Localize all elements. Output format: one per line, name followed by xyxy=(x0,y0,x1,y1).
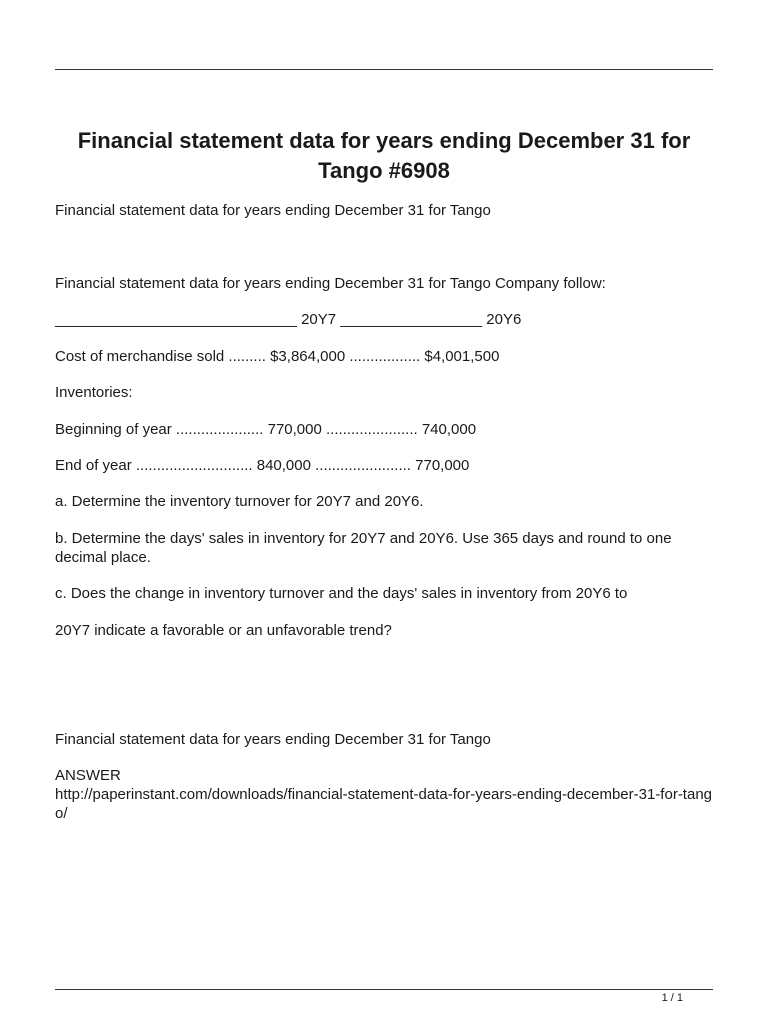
beginning-of-year-row: Beginning of year ..................... 770,000 ...................... 740,000 xyxy=(55,421,477,438)
end-of-year-row: End of year ............................ 840,000 ....................... 770,000 xyxy=(55,457,470,474)
page-title: Financial statement data for years ending December 31 for Tango #6908 xyxy=(77,128,691,183)
question-c: c. Does the change in inventory turnover and the days' sales in inventory from 20Y6 to xyxy=(55,585,628,602)
footer-intro-paragraph: Financial statement data for years ending December 31 for Tango xyxy=(55,731,491,748)
page-indicator: 1 / 1 xyxy=(661,992,683,1004)
question-c-continued: 20Y7 indicate a favorable or an unfavorable trend? xyxy=(55,622,392,639)
top-divider xyxy=(55,69,713,70)
inventories-label: Inventories: xyxy=(55,384,133,401)
year-header-row: _____________________________ 20Y7 _________________ 20Y6 xyxy=(55,311,522,328)
answer-label: ANSWER xyxy=(55,767,121,784)
answer-link[interactable]: http://paperinstant.com/downloads/financial-statement-data-for-years-ending-december-31-for-tango/ xyxy=(55,786,713,822)
bottom-divider xyxy=(55,989,713,990)
intro-paragraph: Financial statement data for years ending December 31 for Tango xyxy=(55,202,491,219)
question-b: b. Determine the days' sales in inventory for 20Y7 and 20Y6. Use 365 days and round to one decimal place. xyxy=(55,530,676,566)
company-follow-paragraph: Financial statement data for years ending December 31 for Tango Company follow: xyxy=(55,275,606,292)
cost-of-merchandise-row: Cost of merchandise sold ......... $3,864,000 ................. $4,001,500 xyxy=(55,348,500,365)
question-a: a. Determine the inventory turnover for 20Y7 and 20Y6. xyxy=(55,493,424,510)
